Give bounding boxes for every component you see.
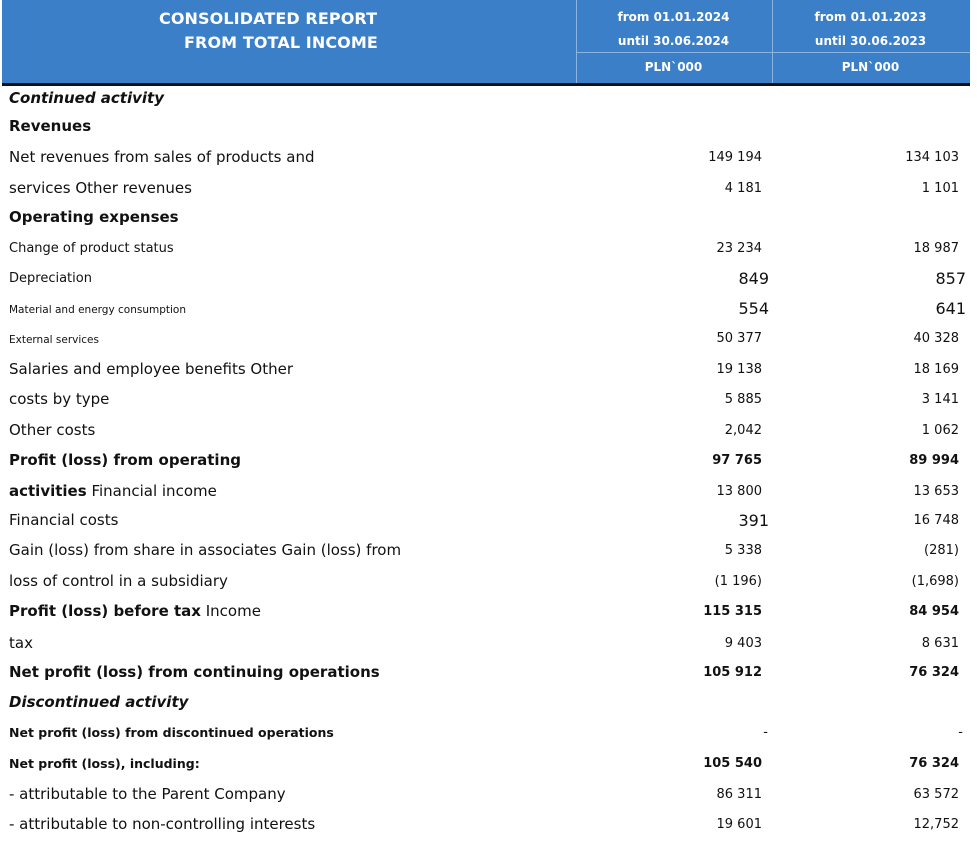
value-2023: - — [958, 725, 963, 740]
value-2023: 12,752 — [913, 817, 959, 832]
value-2023: 1 062 — [921, 423, 959, 438]
section-heading: Operating expenses — [9, 208, 179, 226]
row-label: Financial costs — [9, 511, 119, 529]
table-row-net-profit-total — [0, 756, 977, 786]
row-label: Net profit (loss) from discontinued operations — [9, 725, 334, 740]
row-label: External services — [9, 334, 99, 346]
value-2024: - — [763, 725, 768, 740]
row-label: Profit (loss) from operating — [9, 451, 241, 469]
row-label: Depreciation — [9, 271, 92, 286]
value-2023: (281) — [924, 543, 959, 558]
header-bottom-rule — [2, 83, 970, 86]
row-label: services Other revenues — [9, 179, 192, 197]
value-2024: 2,042 — [724, 423, 762, 438]
table-row-continued-activity — [0, 89, 977, 119]
table-row — [0, 541, 977, 571]
value-2024: 9 403 — [724, 636, 762, 651]
table-row-profit-before-tax — [0, 602, 977, 632]
row-label-bold: activities — [9, 482, 87, 500]
col2-unit: PLN`000 — [841, 60, 900, 74]
col1-unit: PLN`000 — [644, 60, 703, 74]
col2-until: until 30.06.2023 — [814, 34, 927, 48]
report-header — [2, 0, 970, 84]
table-row — [0, 241, 977, 271]
table-row — [0, 634, 977, 664]
row-label: Change of product status — [9, 241, 174, 256]
table-row — [0, 360, 977, 390]
value-2024: 105 540 — [703, 756, 762, 771]
table-row — [0, 269, 977, 299]
row-label-rest: Income — [200, 602, 261, 620]
report-title-line-1: CONSOLIDATED REPORT — [159, 9, 378, 28]
row-label: costs by type — [9, 390, 110, 408]
row-label: tax — [9, 634, 33, 652]
table-row-discontinued-activity — [0, 693, 977, 723]
value-2024: 97 765 — [712, 453, 762, 468]
value-2023: 3 141 — [921, 392, 959, 407]
value-2023: 89 994 — [909, 453, 959, 468]
value-2023: 18 169 — [913, 362, 959, 377]
value-2024: 19 601 — [716, 817, 762, 832]
value-2023: 84 954 — [909, 604, 959, 619]
row-label: Material and energy consumption — [9, 304, 186, 316]
value-2023: 40 328 — [913, 331, 959, 346]
table-row-operating-profit — [0, 451, 977, 481]
table-row-revenues — [0, 117, 977, 147]
value-2024: 115 315 — [703, 604, 762, 619]
table-row — [0, 572, 977, 602]
value-2023: 134 103 — [905, 150, 959, 165]
value-2024: 554 — [738, 299, 769, 318]
row-label-bold: Profit (loss) before tax — [9, 602, 201, 620]
value-2024: 50 377 — [716, 331, 762, 346]
value-2024: (1 196) — [714, 574, 762, 589]
header-divider — [576, 52, 970, 53]
row-label: Other costs — [9, 421, 96, 439]
value-2024: 19 138 — [716, 362, 762, 377]
value-2023: (1,698) — [911, 574, 959, 589]
table-row — [0, 511, 977, 541]
row-label: Gain (loss) from share in associates Gain (loss) from — [9, 541, 402, 559]
value-2024: 4 181 — [724, 181, 762, 196]
col1-from: from 01.01.2024 — [617, 10, 730, 24]
col1-until: until 30.06.2024 — [617, 34, 730, 48]
value-2024: 13 800 — [716, 484, 762, 499]
value-2023: 857 — [935, 269, 966, 288]
section-heading: Continued activity — [9, 89, 164, 107]
row-label: Net profit (loss), including: — [9, 756, 200, 771]
table-row — [0, 331, 977, 361]
section-heading: Revenues — [9, 117, 92, 135]
value-2023: 8 631 — [921, 636, 959, 651]
value-2024: 23 234 — [716, 241, 762, 256]
value-2024: 5 338 — [724, 543, 762, 558]
value-2023: 16 748 — [913, 513, 959, 528]
table-row — [0, 482, 977, 512]
row-label: Net revenues from sales of products and — [9, 148, 315, 166]
value-2024: 849 — [738, 269, 769, 288]
value-2023: 13 653 — [913, 484, 959, 499]
section-heading: Discontinued activity — [9, 693, 189, 711]
value-2024: 5 885 — [724, 392, 762, 407]
col2-from: from 01.01.2023 — [814, 10, 927, 24]
value-2023: 76 324 — [909, 665, 959, 680]
row-label: Salaries and employee benefits Other — [9, 360, 294, 378]
value-2023: 18 987 — [913, 241, 959, 256]
row-label-rest: Financial income — [86, 482, 217, 500]
row-label: loss of control in a subsidiary — [9, 572, 228, 590]
value-2023: 1 101 — [921, 181, 959, 196]
table-row — [0, 148, 977, 178]
row-label — [9, 602, 261, 620]
row-label: - attributable to the Parent Company — [9, 785, 286, 803]
table-row — [0, 725, 977, 755]
table-row — [0, 179, 977, 209]
value-2023: 641 — [935, 299, 966, 318]
row-label: Net profit (loss) from continuing operations — [9, 663, 380, 681]
table-row — [0, 390, 977, 420]
value-2023: 76 324 — [909, 756, 959, 771]
table-row — [0, 421, 977, 451]
value-2024: 391 — [738, 511, 769, 530]
value-2023: 63 572 — [913, 787, 959, 802]
table-row — [0, 785, 977, 815]
table-row-net-profit-continuing — [0, 663, 977, 693]
value-2024: 86 311 — [716, 787, 762, 802]
table-row-operating-expenses — [0, 208, 977, 238]
table-row — [0, 815, 977, 845]
row-label — [9, 482, 217, 500]
value-2024: 149 194 — [708, 150, 762, 165]
value-2024: 105 912 — [703, 665, 762, 680]
report-title-line-2: FROM TOTAL INCOME — [184, 33, 378, 52]
row-label: - attributable to non-controlling interests — [9, 815, 316, 833]
table-row — [0, 299, 977, 329]
